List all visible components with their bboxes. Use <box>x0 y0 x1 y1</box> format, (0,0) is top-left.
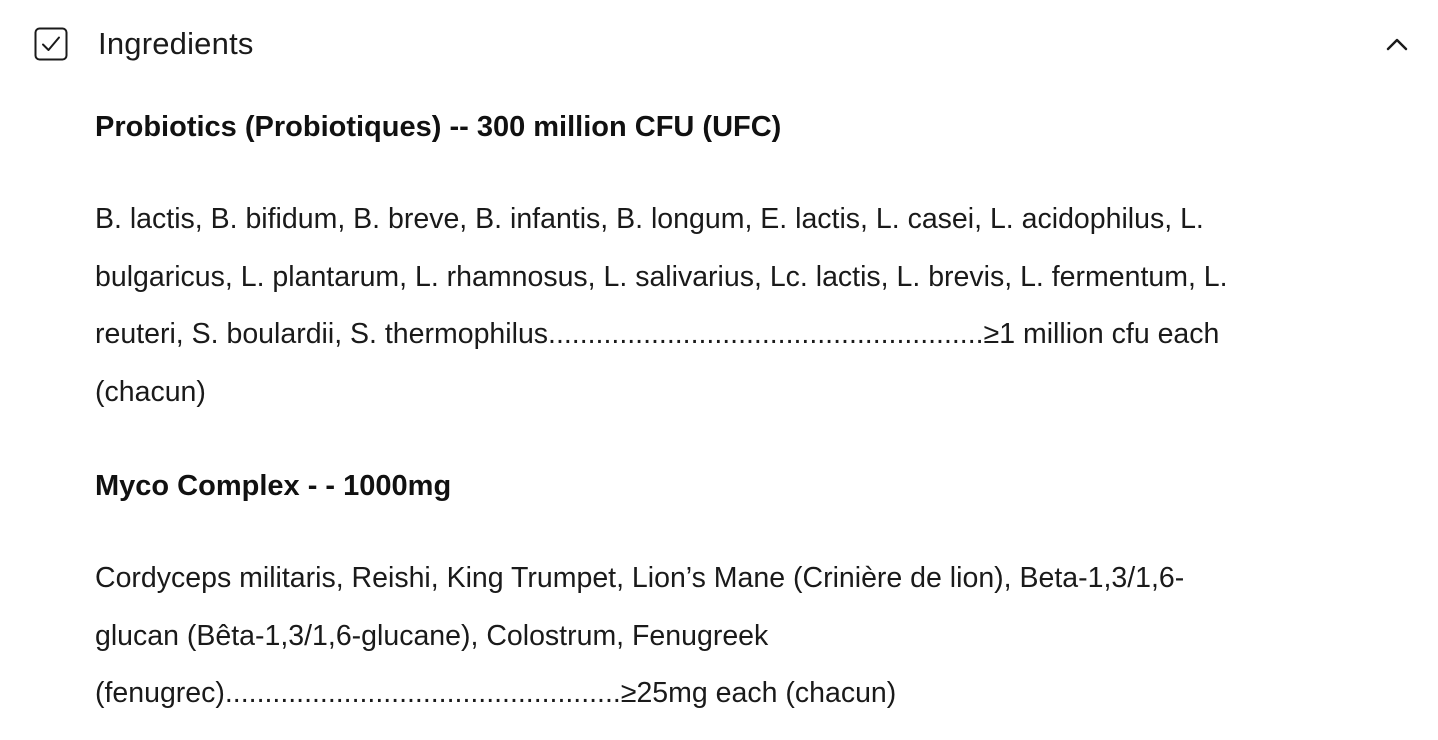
myco-complex-heading: Myco Complex - - 1000mg <box>95 470 452 502</box>
ingredients-panel <box>95 104 1405 723</box>
checkbox-checked-icon[interactable] <box>34 27 68 61</box>
accordion-title: Ingredients <box>98 26 254 61</box>
probiotics-line: bulgaricus, L. plantarum, L. rhamnosus, L. salivarius, Lc. lactis, L. brevis, L. fermentum, L. <box>95 260 1228 293</box>
ingredients-accordion-header[interactable] <box>34 22 1410 66</box>
myco-complex-ingredient-list <box>95 550 1405 723</box>
myco-complex-line: (fenugrec)..................................................≥25mg each (chacun) <box>95 677 897 709</box>
probiotics-line: (chacun) <box>95 375 206 408</box>
probiotics-heading: Probiotics (Probiotiques) -- 300 million CFU (UFC) <box>95 111 782 143</box>
probiotics-line: B. lactis, B. bifidum, B. breve, B. infantis, B. longum, E. lactis, L. casei, L. acidophilus, L. <box>95 203 1204 235</box>
myco-complex-line: Cordyceps militaris, Reishi, King Trumpet, Lion’s Mane (Crinière de lion), Beta-1,3/1,6- <box>95 562 1185 594</box>
probiotics-ingredient-list <box>95 191 1405 421</box>
chevron-up-icon[interactable] <box>1384 32 1410 58</box>
myco-complex-line: glucan (Bêta-1,3/1,6-glucane), Colostrum, Fenugreek <box>95 619 769 652</box>
probiotics-line: reuteri, S. boulardii, S. thermophilus.......................................................≥1 million cfu each <box>95 318 1220 350</box>
